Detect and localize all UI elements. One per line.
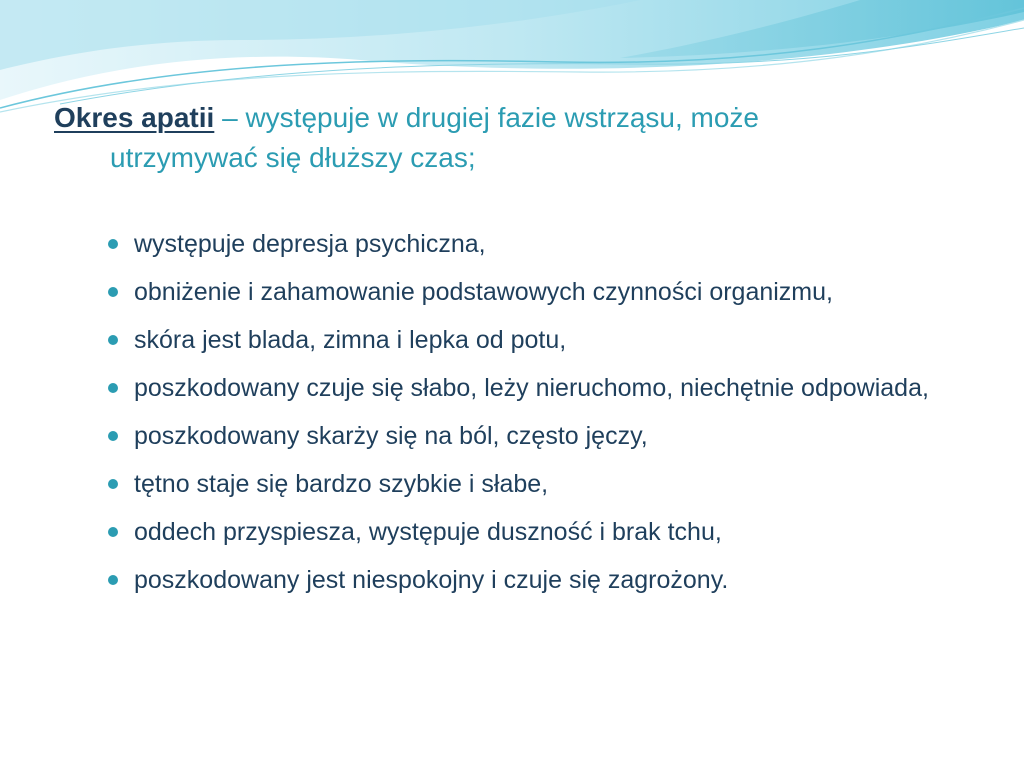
slide-heading xyxy=(54,98,954,178)
bullet-dot-icon xyxy=(108,575,118,585)
list-item-text: poszkodowany skarży się na ból, często jęczy, xyxy=(134,422,648,450)
list-item-text: występuje depresja psychiczna, xyxy=(134,230,486,258)
list-item xyxy=(106,369,986,407)
list-item xyxy=(106,417,986,455)
list-item-text: oddech przyspiesza, występuje duszność i brak tchu, xyxy=(134,518,722,546)
heading-term: Okres apatii xyxy=(54,102,215,133)
bullet-dot-icon xyxy=(108,383,118,393)
heading-rest-line2: utrzymywać się dłuższy czas; xyxy=(110,142,476,173)
bullet-dot-icon xyxy=(108,239,118,249)
list-item xyxy=(106,465,986,503)
list-item xyxy=(106,513,986,551)
bullet-dot-icon xyxy=(108,431,118,441)
heading-rest-line1: – występuje w drugiej fazie wstrząsu, może xyxy=(214,102,759,133)
list-item xyxy=(106,561,986,599)
list-item-text: poszkodowany czuje się słabo, leży nieruchomo, niechętnie odpowiada, xyxy=(134,374,929,402)
symptom-list xyxy=(106,225,986,609)
list-item-text: tętno staje się bardzo szybkie i słabe, xyxy=(134,470,549,498)
bullet-dot-icon xyxy=(108,527,118,537)
list-item xyxy=(106,321,986,359)
list-item-text: obniżenie i zahamowanie podstawowych czynności organizmu, xyxy=(134,278,833,306)
list-item-text: poszkodowany jest niespokojny i czuje się zagrożony. xyxy=(134,566,729,594)
list-item xyxy=(106,273,986,311)
bullet-dot-icon xyxy=(108,335,118,345)
bullet-dot-icon xyxy=(108,287,118,297)
list-item xyxy=(106,225,986,263)
bullet-dot-icon xyxy=(108,479,118,489)
list-item-text: skóra jest blada, zimna i lepka od potu, xyxy=(134,326,567,354)
